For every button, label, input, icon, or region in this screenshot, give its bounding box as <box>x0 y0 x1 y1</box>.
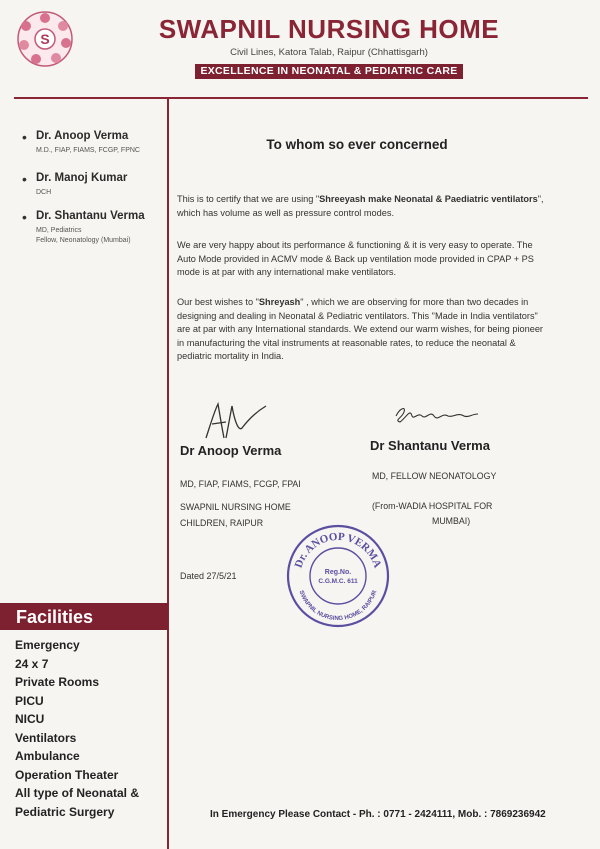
facility-item: Ventilators <box>15 730 77 745</box>
emergency-contact: In Emergency Please Contact - Ph. : 0771 - 2424111, Mob. : 7869236942 <box>210 809 546 820</box>
letter-paragraph-3 <box>177 296 547 364</box>
doctor-seal-stamp <box>284 522 392 630</box>
letter-heading: To whom so ever concerned <box>266 137 448 152</box>
bullet-icon: • <box>22 129 27 145</box>
hospital-logo <box>16 10 74 68</box>
stamp-top-text: Dr. ANOOP VERMA <box>292 530 384 570</box>
facility-item: Private Rooms <box>15 675 100 689</box>
facilities-title: Facilities <box>16 607 94 627</box>
facility-item: Emergency <box>15 638 80 652</box>
doctor-name: Dr. Shantanu Verma <box>36 210 145 222</box>
bullet-icon: • <box>22 209 27 225</box>
signatory-right-qualification: MD, FELLOW NEONATOLOGY <box>372 471 497 481</box>
doctor-qualification: DCH <box>36 189 52 196</box>
doctor-fellowship: Fellow, Neonatology (Mumbai) <box>36 237 131 244</box>
header-divider <box>14 97 588 99</box>
facility-item: Ambulance <box>15 749 80 763</box>
bullet-icon: • <box>22 171 27 187</box>
facilities-list <box>15 636 165 821</box>
facility-item: NICU <box>15 712 45 726</box>
signature-anoop-verma <box>200 398 270 442</box>
stamp-bottom-text: SWAPNIL NURSING HOME, RAIPUR <box>297 589 379 623</box>
signatory-left-qualification: MD, FIAP, FIAMS, FCGP, FPAI <box>180 479 301 489</box>
signatory-right-org: (From-WADIA HOSPITAL FOR <box>372 501 493 511</box>
sidebar-divider <box>167 99 169 849</box>
letter-paragraph-2: We are very happy about its performance & functioning & it is very easy to operate. The Auto Mode provided in ACMV mode & Back up ventilation mode provided in CPAP + PS mode is at par with any international make ventilators. <box>177 240 534 278</box>
facility-item: Pediatric Surgery <box>15 804 115 819</box>
signatory-right-name: Dr Shantanu Verma <box>370 438 490 453</box>
tagline-banner: EXCELLENCE IN NEONATAL & PEDIATRIC CARE <box>195 64 463 79</box>
letter-paragraph-1 <box>177 193 547 220</box>
doctor-name: Dr. Anoop Verma <box>36 130 129 142</box>
signatory-right-org-2: MUMBAI) <box>432 516 471 526</box>
facility-item: Operation Theater <box>15 767 119 782</box>
p3-text-end: " , which we are observing for more than two decades in designing and dealing in Neonatal & Pediatric ventilators. This "Made in India ventilators" are at par with any International standards. We extend our warm wishes, for being pioneer in manufacturing the vital instruments at reasonable rates, to reduce the neonatal & pediatric mortality in India. <box>177 297 543 362</box>
signatory-left-org-2: CHILDREN, RAIPUR <box>180 518 264 528</box>
letter-date: Dated 27/5/21 <box>180 571 237 581</box>
doctor-qualification: MD, Pediatrics <box>36 227 82 234</box>
facility-item: 24 x 7 <box>15 656 49 671</box>
stamp-reg-label: Reg.No. <box>324 569 352 576</box>
doctor-qualification: M.D., FIAP, FIAMS, FCGP, FPNC <box>36 147 140 154</box>
facility-item: All type of Neonatal & <box>15 786 140 800</box>
facility-item: PICU <box>15 693 44 708</box>
p1-product: Shreeyash make Neonatal & Paediatric ventilators <box>319 194 538 204</box>
hospital-name: SWAPNIL NURSING HOME <box>158 14 500 44</box>
signatory-left-name: Dr Anoop Verma <box>180 443 282 458</box>
p1-text: This is to certify that we are using " <box>177 194 320 204</box>
logo-letter: S <box>40 31 50 47</box>
signature-shantanu-verma <box>392 402 482 426</box>
p3-company: Shreyash <box>258 297 301 307</box>
p1-text-end: ", which has volume as well as pressure control modes. <box>177 194 544 218</box>
signatory-left-org: SWAPNIL NURSING HOME <box>180 502 291 512</box>
stamp-reg-number: C.G.M.C. 611 <box>318 578 358 585</box>
doctor-name: Dr. Manoj Kumar <box>36 172 128 184</box>
hospital-address: Civil Lines, Katora Talab, Raipur (Chhattisgarh) <box>230 47 428 58</box>
p3-text: Our best wishes to " <box>177 297 259 307</box>
